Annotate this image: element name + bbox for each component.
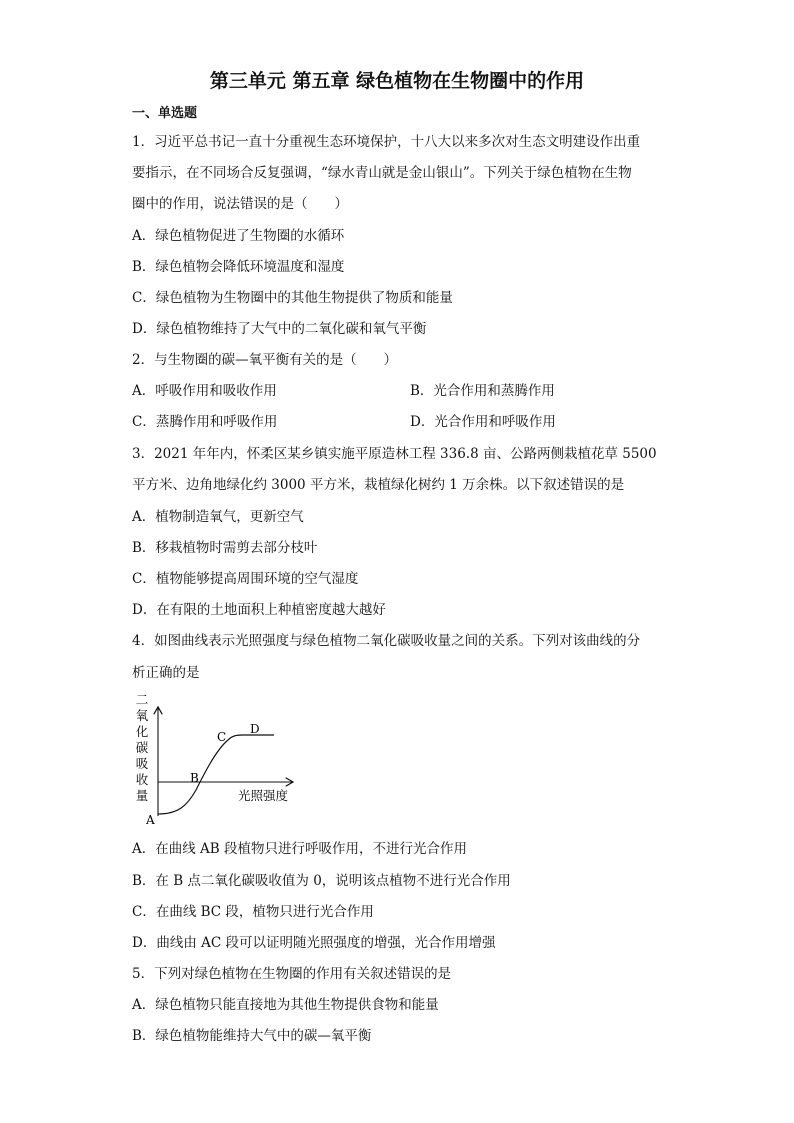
x-axis-label: 光照强度 bbox=[238, 788, 289, 803]
q4-stem-line1: 4．如图曲线表示光照强度与绿色植物二氧化碳吸收量之间的关系。下列对该曲线的分 bbox=[132, 633, 641, 649]
q1-option-d: D．绿色植物维持了大气中的二氧化碳和氧气平衡 bbox=[132, 321, 427, 337]
q4-stem-line2: 析正确的是 bbox=[132, 665, 200, 681]
q1-stem-line2: 要指示，在不同场合反复强调，“绿水青山就是金山银山”。下列关于绿色植物在生物 bbox=[132, 165, 632, 181]
q4-option-a: A．在曲线 AB 段植物只进行呼吸作用，不进行光合作用 bbox=[132, 841, 468, 857]
q3-option-a: A．植物制造氧气，更新空气 bbox=[132, 509, 304, 525]
point-a-label: A bbox=[146, 813, 155, 824]
q3-option-d: D．在有限的土地面积上种植密度越大越好 bbox=[132, 602, 386, 618]
q5-stem: 5．下列对绿色植物在生物圈的作用有关叙述错误的是 bbox=[132, 966, 452, 982]
q4-option-c: C．在曲线 BC 段，植物只进行光合作用 bbox=[132, 904, 374, 920]
point-c-label: C bbox=[217, 730, 227, 744]
q1-stem-line1: 1．习近平总书记一直十分重视生态环境保护，十八大以来多次对生态文明建设作出重 bbox=[132, 134, 641, 150]
q1-option-b: B．绿色植物会降低环境温度和湿度 bbox=[132, 259, 345, 275]
q2-option-b: B．光合作用和蒸腾作用 bbox=[410, 383, 555, 399]
y-axis-label-7: 量 bbox=[135, 788, 149, 803]
q1-option-c: C．绿色植物为生物圈中的其他生物提供了物质和能量 bbox=[132, 290, 453, 306]
y-axis-label-1: 二 bbox=[135, 692, 149, 707]
q2-stem: 2．与生物圈的碳—氧平衡有关的是（ ） bbox=[132, 352, 398, 368]
page-title: 第三单元 第五章 绿色植物在生物圈中的作用 bbox=[209, 70, 585, 92]
q1-option-a: A．绿色植物促进了生物圈的水循环 bbox=[132, 228, 345, 244]
q3-option-b: B．移栽植物时需剪去部分枝叶 bbox=[132, 540, 318, 556]
q1-stem-line3: 圈中的作用，说法错误的是（ ） bbox=[132, 196, 348, 212]
y-axis-label-3: 化 bbox=[135, 724, 149, 739]
q5-option-a: A．绿色植物只能直接地为其他生物提供食物和能量 bbox=[132, 997, 439, 1013]
q2-option-c: C．蒸腾作用和呼吸作用 bbox=[132, 414, 278, 430]
y-axis-label-6: 收 bbox=[135, 772, 149, 787]
q4-option-b: B．在 B 点二氧化碳吸收值为 0，说明该点植物不进行光合作用 bbox=[132, 873, 511, 889]
q3-option-c: C．植物能够提高周围环境的空气湿度 bbox=[132, 571, 359, 587]
y-axis-label-2: 氧 bbox=[135, 708, 149, 723]
y-axis-label-5: 吸 bbox=[135, 756, 149, 771]
point-d-label: D bbox=[250, 722, 260, 736]
q2-option-a: A．呼吸作用和吸收作用 bbox=[132, 383, 277, 399]
q5-option-b: B．绿色植物能维持大气中的碳—氧平衡 bbox=[132, 1028, 372, 1044]
section-heading: 一、单选题 bbox=[132, 106, 198, 121]
point-b-label: B bbox=[190, 771, 199, 785]
y-axis-label-4: 碳 bbox=[135, 740, 149, 755]
q3-stem-line1: 3．2021 年年内，怀柔区某乡镇实施平原造林工程 336.8 亩、公路两侧栽植花草 5500 bbox=[132, 446, 657, 462]
q4-option-d: D．曲线由 AC 段可以证明随光照强度的增强，光合作用增强 bbox=[132, 935, 496, 951]
co2-light-graph bbox=[132, 688, 302, 824]
q2-option-d: D．光合作用和呼吸作用 bbox=[410, 414, 556, 430]
q3-stem-line2: 平方米、边角地绿化约 3000 平方米，栽植绿化树约 1 万余株。以下叙述错误的是 bbox=[132, 477, 625, 493]
